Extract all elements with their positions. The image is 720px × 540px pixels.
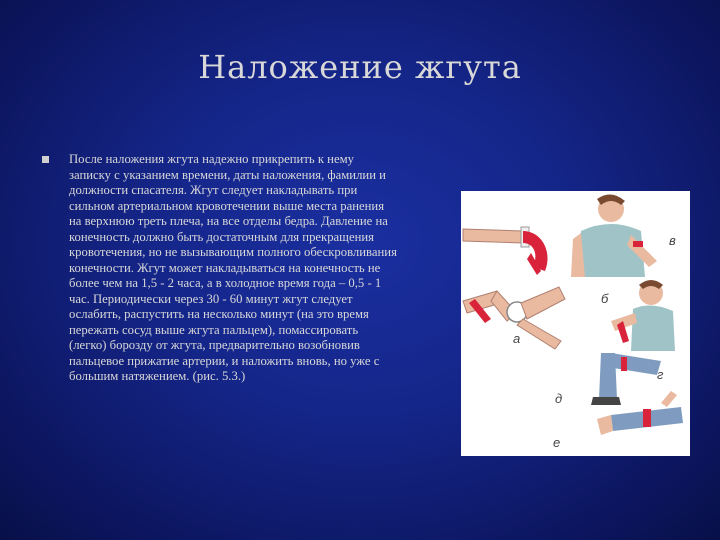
figure-label-v: в — [669, 233, 676, 248]
figure-label-d: д — [555, 391, 563, 406]
slide-body-text: После наложения жгута надежно прикрепить к нему записку с указанием времени, даты наложения, фамилии и должности спасателя. Жгут следует накладывать при сильном артериальном кровотечении выше места ранения на верхнюю треть плеча, на все отделы бедра. Давление на конечность должно быть достаточным для прекращения кровотечения, но не вызывающим полного обескровливания конечности. Жгут может накладываться на конечность не более чем на 1,5 - 2 часа, а в холодное время года – 0,5 - 1 час. Периодически через 30 - 60 минут жгут следует ослабить, распустить на несколько минут (на это время пережать сосуд выше жгута пальцем), помассировать (легко) борозду от жгута, предварительно возобновив пальцевое прижатие артерии, и наложить вновь, но уже с большим натяжением. (рис. 5.3.) — [69, 152, 397, 383]
figure-label-b: б — [601, 291, 609, 306]
bullet-marker — [42, 156, 49, 163]
figure-label-g: г — [657, 367, 664, 382]
tourniquet-illustration — [461, 191, 690, 456]
leg-illustration-g-d — [591, 353, 661, 405]
person-illustration-b — [611, 280, 675, 351]
figure-label-e: е — [553, 435, 561, 450]
figure-label-a: а — [513, 331, 521, 346]
person-illustration-v — [571, 194, 657, 277]
slide-title: Наложение жгута — [198, 48, 522, 86]
tourniquet-figure-svg — [461, 191, 690, 456]
